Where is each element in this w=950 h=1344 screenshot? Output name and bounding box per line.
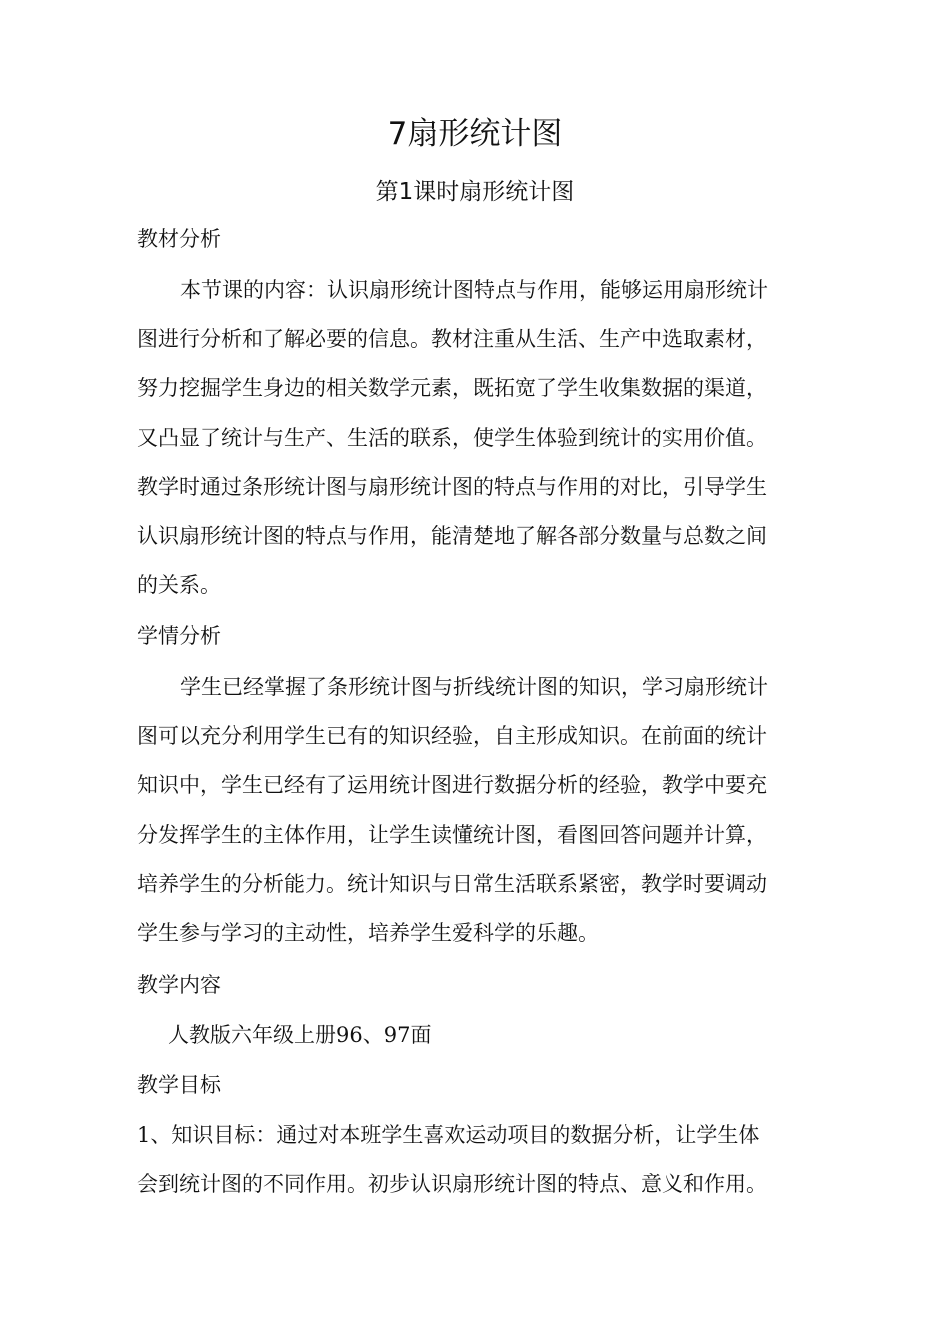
section-body-student-analysis bbox=[137, 663, 812, 958]
paragraph-line: 努力挖掘学生身边的相关数学元素，既拓宽了学生收集数据的渠道， bbox=[137, 376, 767, 401]
paragraph-line: 本节课的内容：认识扇形统计图特点与作用，能够运用扇形统计 bbox=[180, 278, 768, 302]
section-body-teaching-goals bbox=[137, 1111, 812, 1209]
paragraph-line: 分发挥学生的主体作用，让学生读懂统计图，看图回答问题并计算， bbox=[137, 822, 767, 847]
section-heading-student-analysis: 学情分析 bbox=[137, 624, 221, 648]
section-heading-textbook-analysis: 教材分析 bbox=[137, 227, 221, 251]
paragraph-line: 会到统计图的不同作用。初步认识扇形统计图的特点、意义和作用。 bbox=[137, 1172, 767, 1197]
paragraph-line: 认识扇形统计图的特点与作用，能清楚地了解各部分数量与总数之间 bbox=[137, 523, 767, 548]
paragraph-line: 学生已经掌握了条形统计图与折线统计图的知识，学习扇形统计 bbox=[180, 675, 768, 699]
paragraph-line: 图可以充分利用学生已有的知识经验，自主形成知识。在前面的统计 bbox=[137, 724, 767, 749]
paragraph-line: 1、知识目标：通过对本班学生喜欢运动项目的数据分析，让学生体 bbox=[137, 1123, 760, 1147]
lesson-subtitle: 第1课时扇形统计图 bbox=[375, 179, 575, 205]
paragraph-line: 教学时通过条形统计图与扇形统计图的特点与作用的对比，引导学生 bbox=[137, 474, 767, 499]
teaching-content-text: 人教版六年级上册96、97面 bbox=[168, 1023, 432, 1047]
paragraph-line: 培养学生的分析能力。统计知识与日常生活联系紧密，教学时要调动 bbox=[137, 871, 767, 896]
document-title: 7扇形统计图 bbox=[387, 116, 563, 152]
paragraph-line: 学生参与学习的主动性，培养学生爱科学的乐趣。 bbox=[137, 920, 599, 945]
paragraph-line: 又凸显了统计与生产、生活的联系，使学生体验到统计的实用价值。 bbox=[137, 425, 767, 450]
paragraph-line: 的关系。 bbox=[137, 573, 221, 598]
section-body-textbook-analysis bbox=[137, 266, 812, 610]
section-heading-teaching-goals: 教学目标 bbox=[137, 1073, 221, 1097]
paragraph-line: 图进行分析和了解必要的信息。教材注重从生活、生产中选取素材， bbox=[137, 327, 767, 352]
paragraph-line: 知识中，学生已经有了运用统计图进行数据分析的经验，教学中要充 bbox=[137, 773, 767, 798]
section-heading-teaching-content: 教学内容 bbox=[137, 973, 221, 997]
